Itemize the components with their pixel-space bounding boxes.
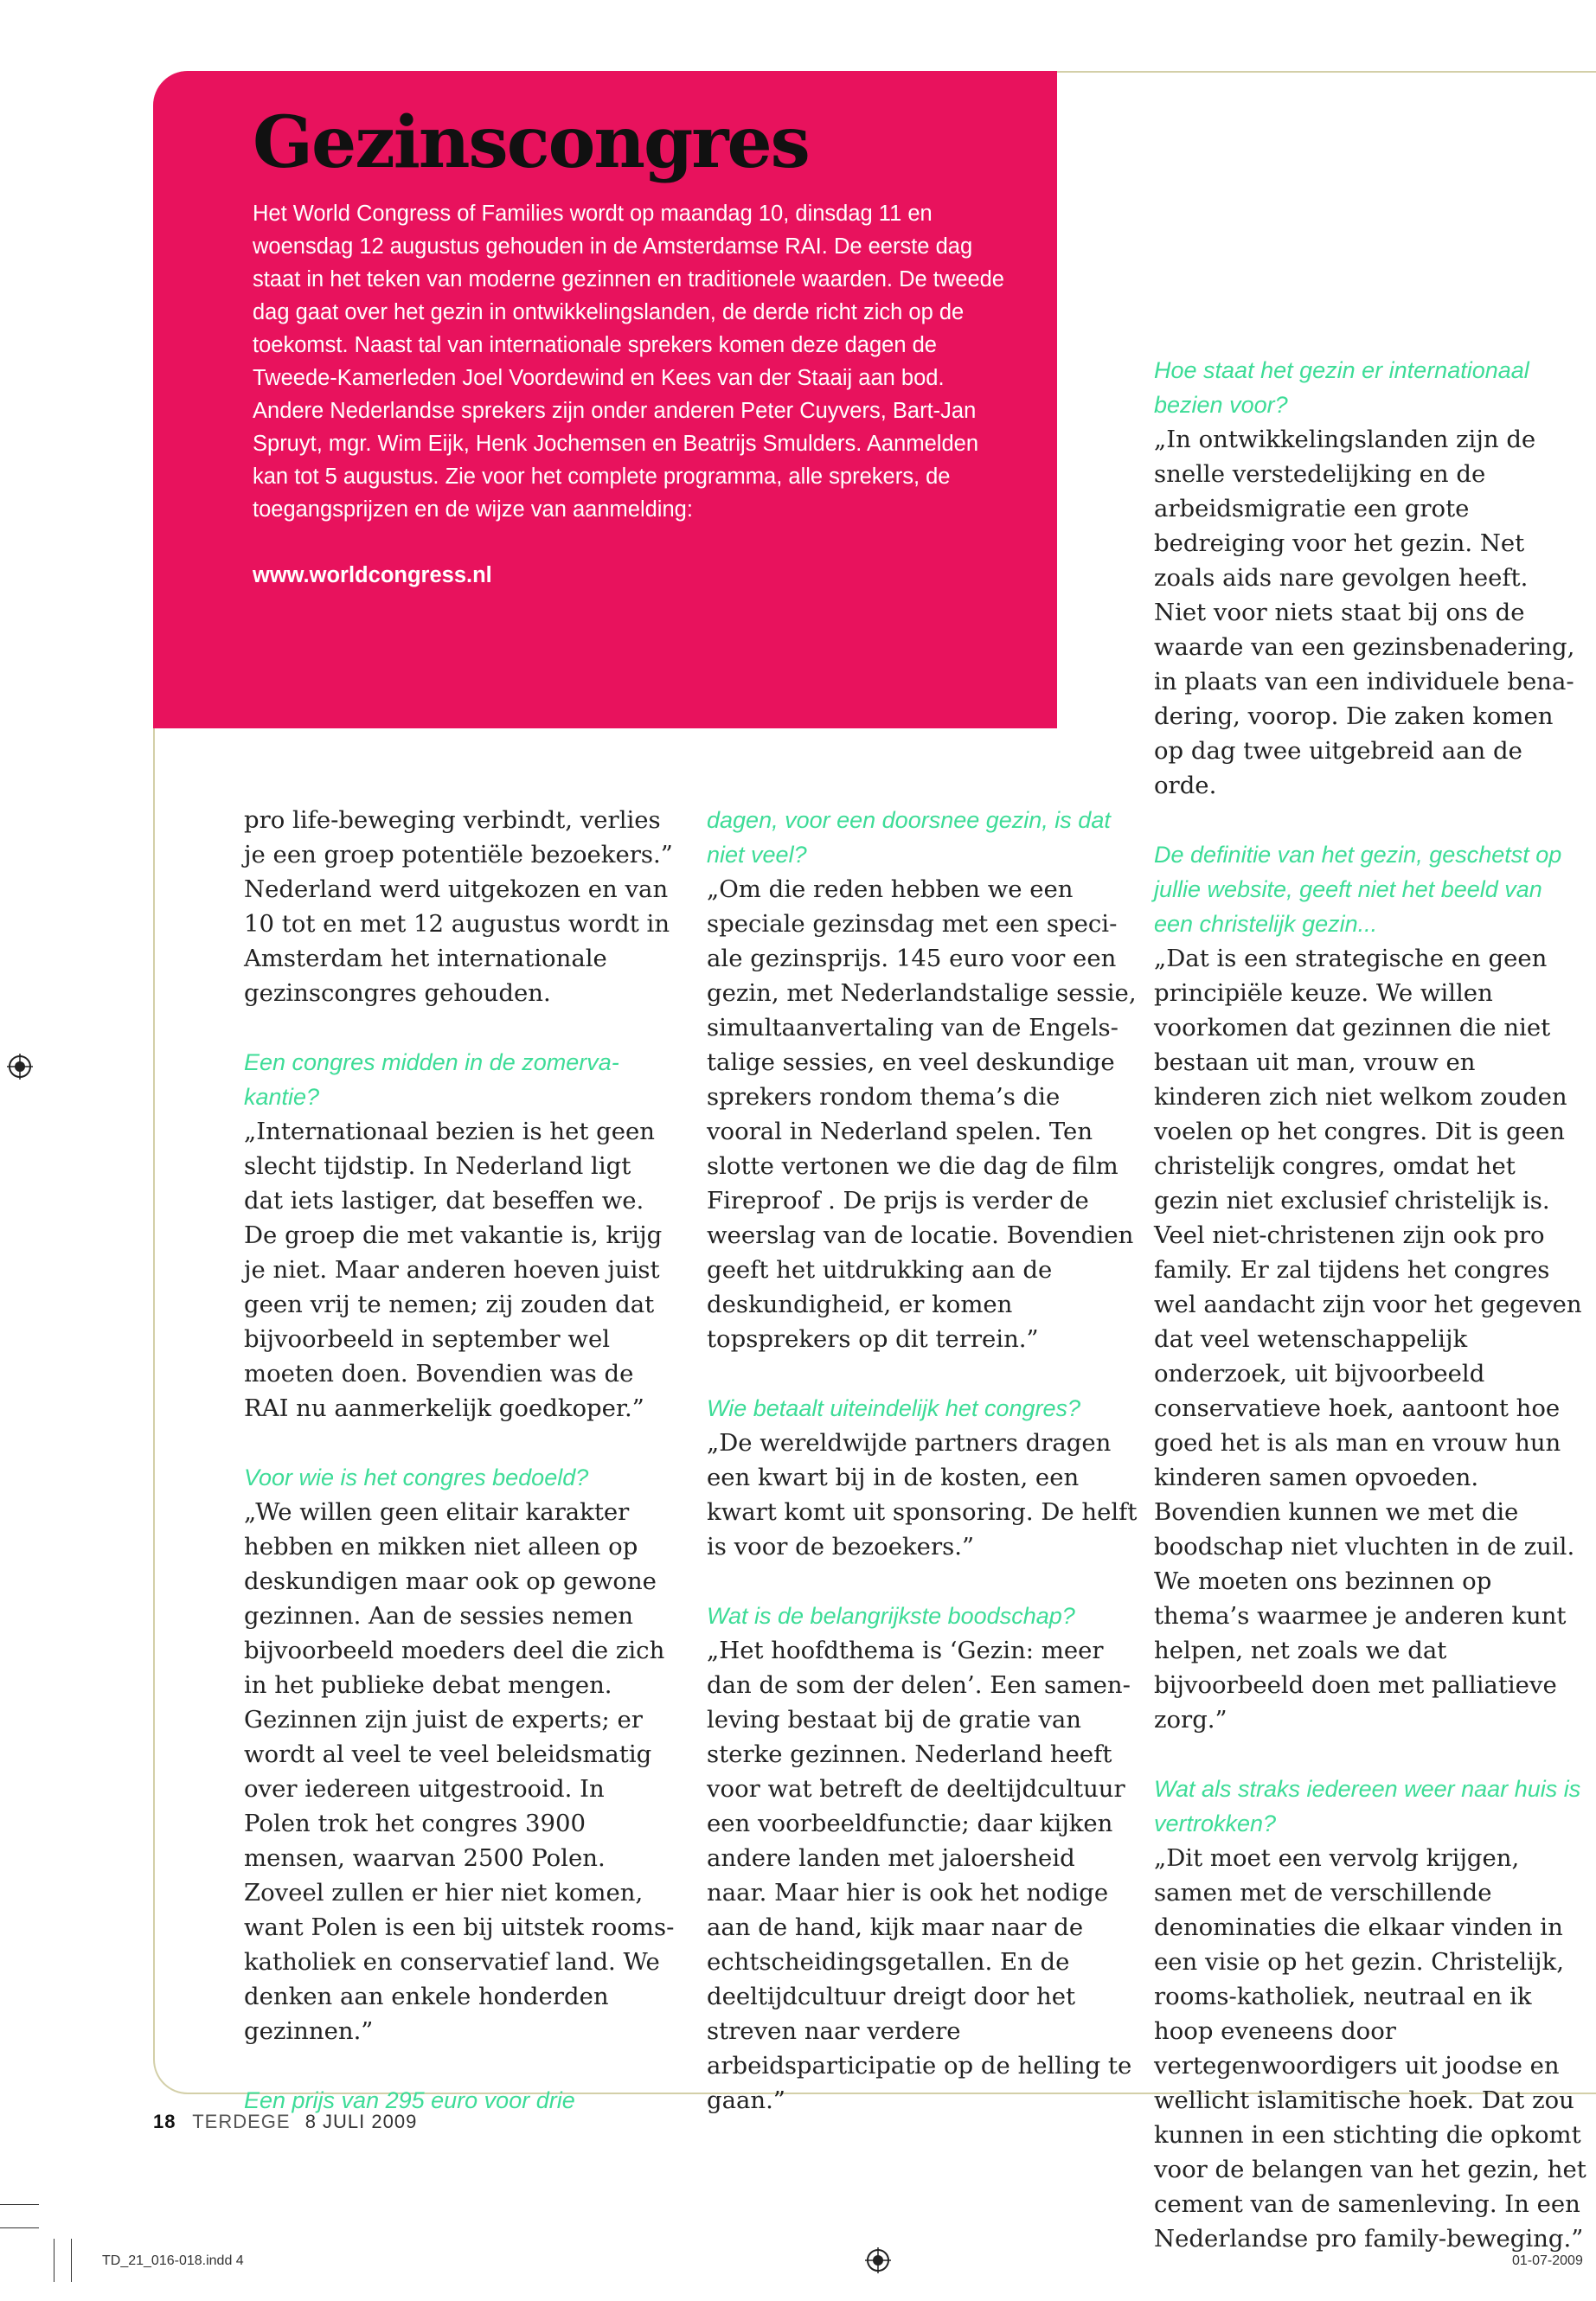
page-footer	[153, 2111, 417, 2133]
col3-answer-2: „Dat is een strategische en geen principiële keuze. We willen voorkomen dat gezinnen die niet bestaan uit man, vrouw en kinderen zich niet welkom zouden voelen op het congres. Dit is geen christelijk congres, omdat het gezin niet exclusief christelijk is. Veel niet-christenen zijn ook pro family. Er zal tijdens het congres wel aandacht zijn voor het gegeven dat veel wetenschappelijk onderzoek, uit bijvoorbeeld conservatieve hoek, aantoont hoe goed het is als man en vrouw hun kinderen samen opvoeden. Bovendien kunnen we met die boodschap niet vluchten in de zuil. We moeten ons bezinnen op thema’s waarmee je anderen kunt helpen, net zoals we dat bijvoorbeeld doen met palliatieve zorg.”	[1154, 945, 1582, 1734]
article-column-2	[707, 803, 1139, 2118]
col1-question-2: Een congres midden in de zomervakantie?	[244, 1049, 619, 1110]
article-column-3	[1154, 353, 1586, 2256]
col2-qa-2	[707, 1391, 1139, 1564]
slug-date: 01-07-2009	[1512, 2253, 1583, 2268]
sidebar-intro: Het World Congress of Families wordt op maandag 10, dinsdag 11 en woensdag 12 augustus gehouden in de Amsterdamse RAI. De eerste dag staat in het teken van moderne gezinnen en traditionele waarden. De tweede dag gaat over het gezin in ontwikkelingslanden, de derde richt zich op de toekomst. Naast tal van internationale sprekers komen deze dagen de Tweede-Kamerleden Joel Voordewind en Kees van der Staaij aan bod. Andere Nederlandse sprekers zijn onder anderen Peter Cuyvers, Bart-Jan Spruyt, mgr. Wim Eijk, Henk Jochemsen en Beatrijs Smulders. Aanmelden kan tot 5 augustus. Zie voor het complete programma, alle sprekers, de toegangsprijzen en de wijze van aanmelding:	[253, 202, 1004, 522]
col1-answer-2: „Internationaal bezien is het geen slecht tijdstip. In Nederland ligt dat iets lastiger, dat beseffen we. De groep die met vakantie is, krijg je niet. Maar anderen hoeven juist geen vrij te nemen; zij zouden dat bijvoorbeeld in september wel moeten doen. Bovendien was de RAI nu aanmerkelijk goedkoper.”	[244, 1118, 663, 1422]
col1-question-3: Voor wie is het congres bedoeld?	[244, 1465, 589, 1490]
col1-paragraph-1: pro life-beweging verbindt, verlies je een groep potentiële bezoekers.” Nederland werd uitgekozen en van 10 tot en met 12 augustus wordt in Amsterdam het internationale gezinscongres gehouden.	[244, 806, 673, 1007]
col2-question-2: Wie betaalt uiteindelijk het congres?	[707, 1395, 1081, 1421]
col2-question-3: Wat is de belangrijkste boodschap?	[707, 1603, 1075, 1629]
col1-qa-3	[244, 1460, 676, 2048]
article-column-1	[244, 803, 676, 2118]
col3-qa-1	[1154, 353, 1586, 803]
sidebar-title: Gezinscongres	[253, 101, 809, 184]
crop-mark	[0, 2227, 39, 2228]
magazine-name: TERDEGE	[192, 2111, 291, 2132]
col2-question-1: dagen, voor een doorsnee gezin, is dat niet veel?	[707, 807, 1111, 868]
col2-answer-2: „De wereldwijde partners dragen een kwart bij in de kosten, een kwart komt uit sponsoring. De helft is voor de bezoekers.”	[707, 1429, 1138, 1561]
page-number: 18	[153, 2111, 176, 2132]
col3-question-2: De definitie van het gezin, geschetst op jullie website, geeft niet het beeld van een christelijk gezin...	[1154, 842, 1562, 937]
col2-answer-3: „Het hoofdthema is ‘Gezin: meer dan de som der delen’. Een samenleving bestaat bij de gratie van sterke gezinnen. Nederland heeft voor wat betreft de deeltijdcultuur een voorbeeldfunctie; daar kijken andere landen met jaloersheid naar. Maar hier is ook het nodige aan de hand, kijk maar naar de echtscheidingsgetallen. En de deeltijdcultuur dreigt door het streven naar verdere arbeidsparticipatie op de helling te gaan.”	[707, 1637, 1132, 2114]
col3-qa-2	[1154, 837, 1586, 1737]
crop-mark	[0, 2204, 39, 2205]
col3-qa-3	[1154, 1772, 1586, 2256]
registration-mark-icon	[865, 2247, 891, 2273]
col2-qa-3	[707, 1599, 1139, 2118]
col3-question-1: Hoe staat het gezin er internationaal bezien voor?	[1154, 357, 1529, 418]
col1-qa-2	[244, 1045, 676, 1426]
registration-mark-icon	[7, 1054, 33, 1080]
sidebar-box	[153, 71, 1057, 728]
col3-answer-1: „In ontwikkelingslanden zijn de snelle verstedelijking en de arbeidsmigratie een grote bedreiging voor het gezin. Net zoals aids nare gevolgen heeft. Niet voor niets staat bij ons de waarde van een gezinsbenadering, in plaats van een individuele benadering, voorop. Die zaken komen op dag twee uitgebreid aan de orde.	[1154, 426, 1575, 799]
col1-question-4: Een prijs van 295 euro voor drie	[244, 2087, 575, 2113]
col1-answer-3: „We willen geen elitair karakter hebben en mikken niet alleen op deskundigen maar ook op gewone gezinnen. Aan de sessies nemen bijvoorbeeld moeders deel die zich in het publieke debat mengen. Gezinnen zijn juist de experts; er wordt al veel te veel beleidsmatig over iedereen uitgestrooid. In Polen trok het congres 3900 mensen, waarvan 2500 Polen. Zoveel zullen er hier niet komen, want Polen is een bij uitstek rooms-katholiek en conservatief land. We denken aan enkele honderden gezinnen.”	[244, 1498, 675, 2045]
col3-answer-3: „Dit moet een vervolg krijgen, samen met de verschillende denominaties die elkaar vinden in een visie op het gezin. Christelijk, rooms-katholiek, neutraal en ik hoop eveneens door vertegenwoordigers uit joodse en wellicht islamitische hoek. Dat zou kunnen in een stichting die opkomt voor de belangen van het gezin, het cement van de samenleving. In een Nederlandse pro family-beweging.”	[1154, 1844, 1586, 2253]
col2-answer-1: „Om die reden hebben we een speciale gezinsdag met een speciale gezinsprijs. 145 euro voor een gezin, met Nederlandstalige sessie, simultaanvertaling van de Engelstalige sessies, en veel deskundige sprekers rondom thema’s die vooral in Nederland spelen. Ten slotte vertonen we die dag de film Fireproof . De prijs is verder de weerslag van de locatie. Bovendien geeft het uitdrukking aan de deskundigheid, er komen topsprekers op dit terrein.”	[707, 875, 1137, 1353]
slug-file: TD_21_016-018.indd 4	[102, 2253, 244, 2268]
sidebar-url[interactable]: www.worldcongress.nl	[253, 563, 492, 588]
crop-mark	[71, 2239, 72, 2282]
col2-qa-1	[707, 803, 1139, 1356]
col3-question-3: Wat als straks iedereen weer naar huis is vertrokken?	[1154, 1776, 1581, 1836]
issue-date: 8 JULI 2009	[304, 2111, 418, 2132]
